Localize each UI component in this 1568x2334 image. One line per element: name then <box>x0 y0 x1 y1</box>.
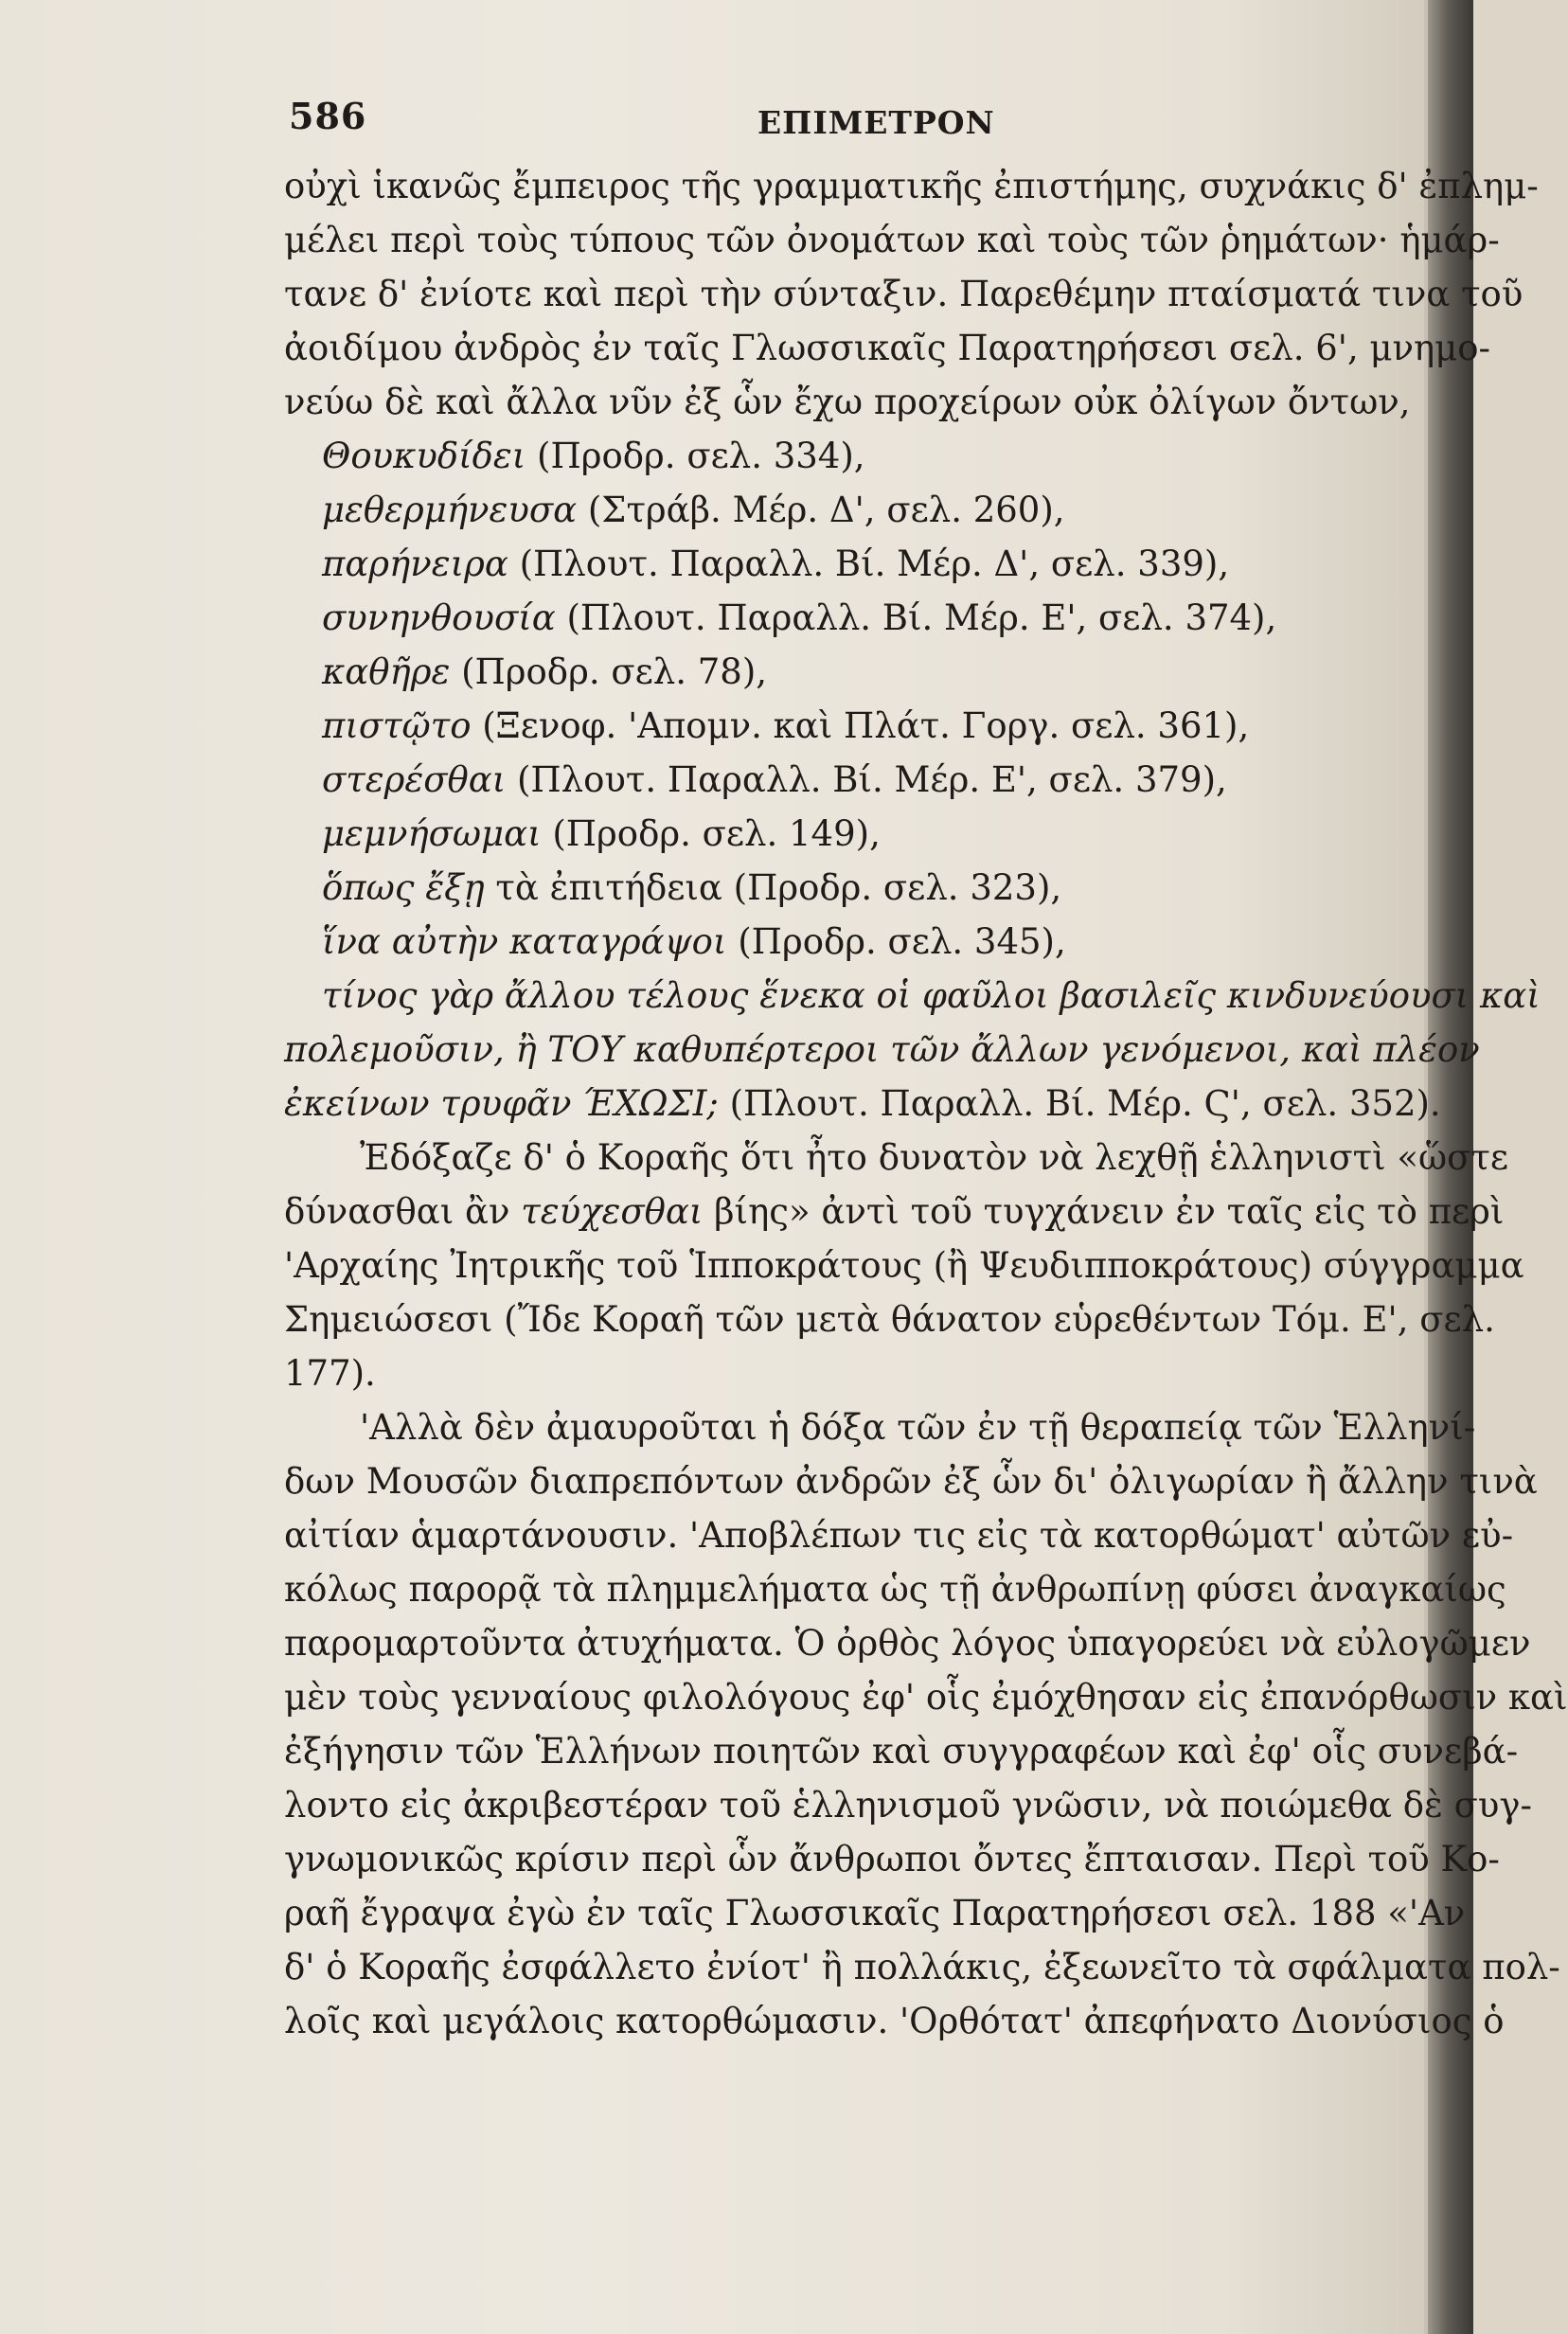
text-line <box>284 1023 1480 1077</box>
text-line <box>284 159 1539 213</box>
text-line <box>284 1346 1430 1400</box>
line-text: (Πλουτ. Παραλλ. Βί. Μέρ. Ε', σελ. 374), <box>555 597 1277 638</box>
line-text: (Πλουτ. Παραλλ. Βί. Μέρ. Ϛ', σελ. 352). <box>718 1083 1441 1124</box>
italic-text: μεμνήσωμαι <box>322 813 542 854</box>
line-text: δων Μουσῶν διαπρεπόντων ἀνδρῶν ἐξ ὧν δι' ὀλιγωρίαν ἢ ἄλλην τινὰ <box>284 1461 1538 1502</box>
line-text: 'Αλλὰ δὲν ἀμαυροῦται ἡ δόξα τῶν ἐν τῇ θεραπείᾳ τῶν Ἑλληνί- <box>360 1407 1476 1448</box>
text-line <box>284 267 1523 321</box>
italic-text: στερέσθαι <box>322 759 507 800</box>
text-line <box>284 429 1430 483</box>
text-line <box>284 1670 1568 1724</box>
line-text: μέλει περὶ τοὺς τύπους τῶν ὀνομάτων καὶ τοὺς τῶν ῥημάτων· ἡμάρ- <box>284 220 1500 260</box>
italic-text: τεύχεσθαι <box>521 1191 704 1232</box>
text-line <box>284 861 1430 915</box>
line-text: (Πλουτ. Παραλλ. Βί. Μέρ. Δ', σελ. 339), <box>508 543 1230 584</box>
text-line <box>284 1131 1509 1185</box>
text-line <box>284 645 1430 699</box>
line-text: ραῆ ἔγραψα ἐγὼ ἐν ταῖς Γλωσσικαῖς Παρατηρήσεσι σελ. 188 «'Αν <box>284 1893 1466 1933</box>
italic-text: παρήνειρα <box>322 543 508 584</box>
line-text: (Ξενοφ. 'Απομν. καὶ Πλάτ. Γοργ. σελ. 361), <box>471 705 1250 746</box>
line-text: Σημειώσεσι (Ἴδε Κοραῆ τῶν μετὰ θάνατον εὑρεθέντων Τόμ. Ε', σελ. <box>284 1299 1495 1340</box>
text-line <box>284 1778 1533 1832</box>
line-text: ἀοιδίμου ἀνδρὸς ἐν ταῖς Γλωσσικαῖς Παρατηρήσεσι σελ. 6', μνημο- <box>284 328 1491 368</box>
text-line <box>284 1616 1531 1670</box>
line-text: λοντο εἰς ἀκριβεστέραν τοῦ ἑλληνισμοῦ γνῶσιν, νὰ ποιώμεθα δὲ συγ- <box>284 1785 1533 1826</box>
text-line <box>284 1454 1538 1508</box>
line-text: βίης» ἀντὶ τοῦ τυγχάνειν ἐν ταῖς εἰς τὸ περὶ <box>703 1191 1505 1232</box>
text-line <box>284 699 1430 753</box>
italic-text: καθῆρε <box>322 651 451 692</box>
italic-text: ἐκείνων τρυφᾶν ΈΧΩΣΙ; <box>284 1083 719 1124</box>
text-line <box>284 1832 1500 1886</box>
italic-text: μεθερμήνευσα <box>322 490 578 530</box>
text-line <box>284 1562 1506 1616</box>
line-text: αἰτίαν ἁμαρτάνουσιν. 'Αποβλέπων τις εἰς τὰ κατορθώματ' αὐτῶν εὐ- <box>284 1515 1514 1556</box>
italic-text: Θουκυδίδει <box>322 436 526 476</box>
text-line <box>284 915 1430 969</box>
text-line <box>284 213 1500 267</box>
text-line <box>284 1886 1466 1940</box>
line-text: τὰ ἐπιτήδεια (Προδρ. σελ. 323), <box>484 867 1062 908</box>
line-text: παρομαρτοῦντα ἀτυχήματα. Ὁ ὀρθὸς λόγος ὑπαγορεύει νὰ εὐλογῶμεν <box>284 1623 1531 1664</box>
line-text: μὲν τοὺς γενναίους φιλολόγους ἐφ' οἷς ἐμόχθησαν εἰς ἐπανόρθωσιν καὶ <box>284 1677 1568 1718</box>
line-text: Ἐδόξαζε δ' ὁ Κοραῆς ὅτι ἦτο δυνατὸν νὰ λεχθῇ ἑλληνιστὶ «ὥστε <box>360 1137 1509 1178</box>
line-text: δ' ὁ Κοραῆς ἐσφάλλετο ἐνίοτ' ἢ πολλάκις, ἐξεωνεῖτο τὰ σφάλματα πολ- <box>284 1947 1560 1987</box>
text-line <box>284 1994 1505 2048</box>
line-text: (Προδρ. σελ. 149), <box>541 813 881 854</box>
running-head: ΕΠΙΜΕΤΡΟΝ <box>757 104 995 141</box>
text-line <box>284 483 1430 537</box>
line-text: (Προδρ. σελ. 334), <box>526 436 865 476</box>
line-text: 177). <box>284 1353 376 1394</box>
text-line <box>284 1292 1495 1346</box>
text-line <box>284 537 1430 591</box>
line-text: οὐχὶ ἱκανῶς ἔμπειρος τῆς γραμματικῆς ἐπιστήμης, συχνάκις δ' ἐπλημ- <box>284 166 1539 206</box>
line-text: κόλως παρορᾷ τὰ πλημμελήματα ὡς τῇ ἀνθρωπίνῃ φύσει ἀναγκαίως <box>284 1569 1506 1610</box>
text-line <box>284 1940 1560 1994</box>
text-line <box>284 591 1430 645</box>
text-line <box>284 1238 1524 1292</box>
text-line <box>284 321 1491 375</box>
text-line <box>284 1400 1476 1454</box>
text-line <box>284 969 1541 1023</box>
line-text: τανε δ' ἐνίοτε καὶ περὶ τὴν σύνταξιν. Παρεθέμην πταίσματά τινα τοῦ <box>284 274 1523 314</box>
line-text: (Στράβ. Μέρ. Δ', σελ. 260), <box>577 490 1065 530</box>
text-line <box>284 753 1430 807</box>
italic-text: τίνος γὰρ ἄλλου τέλους ἕνεκα οἱ φαῦλοι βασιλεῖς κινδυνεύουσι καὶ <box>322 975 1541 1016</box>
italic-text: ὅπως ἔξῃ <box>322 867 485 908</box>
line-text: 'Αρχαίης Ἰητρικῆς τοῦ Ἱπποκράτους (ἢ Ψευδιπποκράτους) σύγγραμμα <box>284 1245 1524 1286</box>
text-line <box>284 1185 1505 1238</box>
line-text: ἐξήγησιν τῶν Ἑλλήνων ποιητῶν καὶ συγγραφέων καὶ ἐφ' οἷς συνεβά- <box>284 1731 1519 1772</box>
line-text: (Προδρ. σελ. 345), <box>726 921 1066 962</box>
page-number: 586 <box>289 95 367 137</box>
text-line <box>284 1508 1514 1562</box>
body-text <box>284 159 1568 2048</box>
italic-text: πολεμοῦσιν, ἢ ΤΟΥ καθυπέρτεροι τῶν ἄλλων γενόμενοι, καὶ πλέον <box>284 1029 1480 1070</box>
text-line <box>284 807 1430 861</box>
italic-text: πιστῷτο <box>322 705 472 746</box>
text-line <box>284 1077 1441 1131</box>
italic-text: ἵνα αὐτὴν καταγράψοι <box>322 921 727 962</box>
text-line <box>284 1724 1519 1778</box>
line-text: λοῖς καὶ μεγάλοις κατορθώμασιν. 'Ορθότατ' ἀπεφήνατο Διονύσιος ὁ <box>284 2001 1505 2041</box>
italic-text: συνηνθουσία <box>322 597 556 638</box>
line-text: δύνασθαι ἂν <box>284 1191 522 1232</box>
line-text: (Πλουτ. Παραλλ. Βί. Μέρ. Ε', σελ. 379), <box>506 759 1227 800</box>
line-text: νεύω δὲ καὶ ἄλλα νῦν ἐξ ὧν ἔχω προχείρων οὐκ ὀλίγων ὄντων, <box>284 382 1411 422</box>
page-header <box>0 95 1439 151</box>
text-line <box>284 375 1430 429</box>
line-text: (Προδρ. σελ. 78), <box>450 651 768 692</box>
line-text: γνωμονικῶς κρίσιν περὶ ὧν ἄνθρωποι ὄντες ἔπταισαν. Περὶ τοῦ Κο- <box>284 1839 1500 1880</box>
